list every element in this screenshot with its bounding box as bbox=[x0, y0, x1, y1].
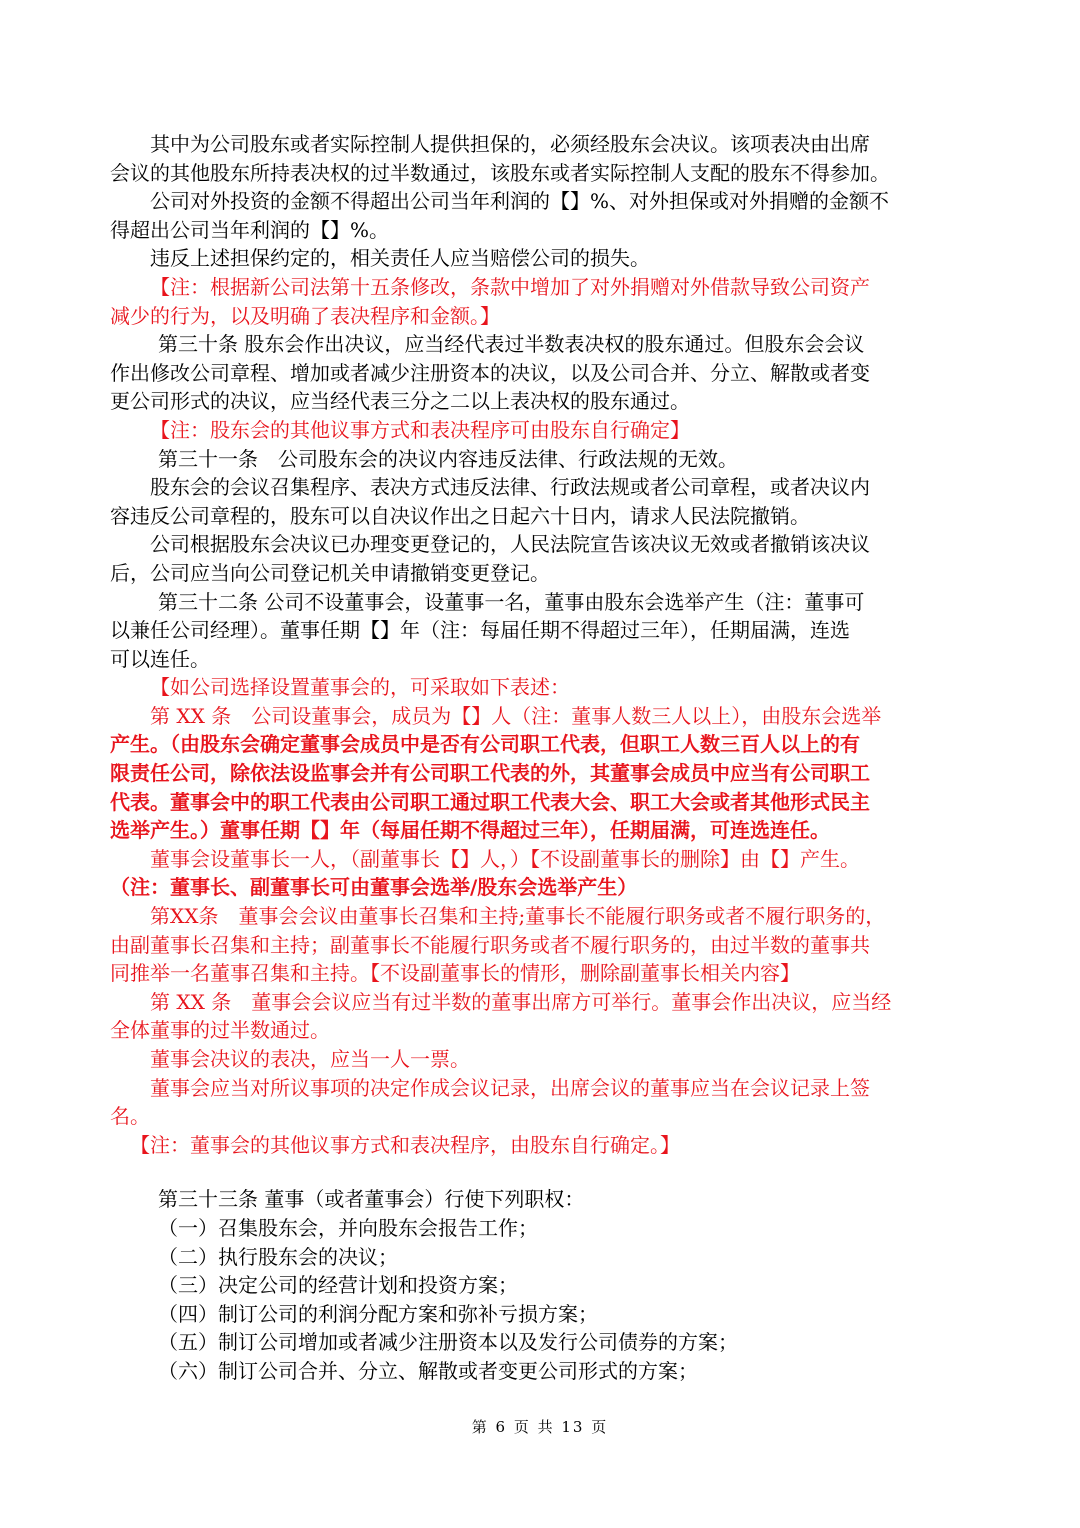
blank-line bbox=[110, 1159, 944, 1185]
page-footer: 第 6 页 共 13 页 bbox=[471, 1418, 609, 1436]
document-line: 代表。董事会中的职工代表由公司职工通过职工代表大会、职工大会或者其他形式民主 bbox=[110, 789, 870, 814]
document-line: 第三十一条 公司股东会的决议内容违反法律、行政法规的无效。 bbox=[158, 446, 738, 471]
document-line: 董事会设董事长一人，（副董事长【】人，）【不设副董事长的删除】由【】产生。 bbox=[150, 846, 860, 871]
document-line: 其中为公司股东或者实际控制人提供担保的，必须经股东会决议。该项表决由出席 bbox=[150, 132, 870, 156]
document-line: 限责任公司，除依法设监事会并有公司职工代表的外，其董事会成员中应当有公司职工 bbox=[110, 761, 870, 786]
document-line: 以兼任公司经理）。董事任期【】年（注：每届任期不得超过三年），任期届满，连选 bbox=[110, 618, 850, 643]
document-line: （四）制订公司的利润分配方案和弥补亏损方案； bbox=[158, 1301, 598, 1326]
document-line: 股东会的会议召集程序、表决方式违反法律、行政法规或者公司章程，或者决议内 bbox=[150, 475, 870, 500]
document-line: 由副董事长召集和主持；副董事长不能履行职务或者不履行职务的，由过半数的董事共 bbox=[110, 932, 870, 957]
document-line: （二）执行股东会的决议； bbox=[158, 1244, 398, 1269]
document-line: 【注：根据新公司法第十五条修改，条款中增加了对外捐赠对外借款导致公司资产 bbox=[150, 274, 870, 299]
document-line: 【注：董事会的其他议事方式和表决程序，由股东自行确定。】 bbox=[130, 1132, 680, 1157]
document-line: 第 XX 条 公司设董事会，成员为【】人（注：董事人数三人以上），由股东会选举 bbox=[150, 703, 882, 728]
document-line: 名。 bbox=[110, 1104, 150, 1129]
document-line: （一）召集股东会，并向股东会报告工作； bbox=[158, 1215, 538, 1240]
document-line: （三）决定公司的经营计划和投资方案； bbox=[158, 1273, 518, 1298]
document-line: 违反上述担保约定的，相关责任人应当赔偿公司的损失。 bbox=[150, 246, 650, 271]
document-line: 第三十二条 公司不设董事会，设董事一名，董事由股东会选举产生（注：董事可 bbox=[158, 589, 865, 614]
document-line: 可以连任。 bbox=[110, 646, 210, 671]
document-line: 会议的其他股东所持表决权的过半数通过，该股东或者实际控制人支配的股东不得参加。 bbox=[110, 160, 890, 185]
document-line: 减少的行为，以及明确了表决程序和金额。】 bbox=[110, 303, 500, 328]
document-line: （注：董事长、副董事长可由董事会选举/股东会选举产生） bbox=[110, 875, 638, 900]
document-line: 后，公司应当向公司登记机关申请撤销变更登记。 bbox=[110, 560, 550, 585]
document-line: 董事会决议的表决，应当一人一票。 bbox=[150, 1047, 470, 1071]
document-line: 选举产生。）董事任期【】年（每届任期不得超过三年），任期届满，可连选连任。 bbox=[110, 818, 830, 843]
document-line: 产生。（由股东会确定董事会成员中是否有公司职工代表，但职工人数三百人以上的有 bbox=[110, 732, 860, 757]
document-line: 同推举一名董事召集和主持。【不设副董事长的情形，删除副董事长相关内容】 bbox=[110, 961, 800, 986]
document-line: 第三十三条 董事（或者董事会）行使下列职权： bbox=[158, 1187, 585, 1212]
document-line: 【注：股东会的其他议事方式和表决程序可由股东自行确定】 bbox=[150, 417, 690, 442]
document-line: 更公司形式的决议，应当经代表三分之二以上表决权的股东通过。 bbox=[110, 389, 690, 414]
document-line: 得超出公司当年利润的【】%。 bbox=[110, 217, 390, 242]
document-line: 【如公司选择设置董事会的，可采取如下表述： bbox=[150, 675, 570, 700]
document-line: 容违反公司章程的，股东可以自决议作出之日起六十日内，请求人民法院撤销。 bbox=[110, 503, 810, 528]
document-line: 公司根据股东会决议已办理变更登记的，人民法院宣告该决议无效或者撤销该决议 bbox=[150, 532, 870, 557]
document-line: 公司对外投资的金额不得超出公司当年利润的【】%、对外担保或对外捐赠的金额不 bbox=[150, 189, 890, 214]
document-line: 董事会应当对所议事项的决定作成会议记录，出席会议的董事应当在会议记录上签 bbox=[150, 1075, 870, 1100]
document-line: （六）制订公司合并、分立、解散或者变更公司形式的方案； bbox=[158, 1358, 698, 1383]
document-line: 第三十条 股东会作出决议，应当经代表过半数表决权的股东通过。但股东会会议 bbox=[158, 332, 865, 357]
document-line: 作出修改公司章程、增加或者减少注册资本的决议，以及公司合并、分立、解散或者变 bbox=[110, 360, 870, 385]
document-line: 全体董事的过半数通过。 bbox=[110, 1018, 330, 1043]
document-line: 第XX条 董事会会议由董事长召集和主持;董事长不能履行职务或者不履行职务的， bbox=[150, 904, 886, 929]
document-body bbox=[110, 130, 944, 1386]
document-line: 第 XX 条 董事会会议应当有过半数的董事出席方可举行。董事会作出决议，应当经 bbox=[150, 989, 892, 1014]
document-line: （五）制订公司增加或者减少注册资本以及发行公司债券的方案； bbox=[158, 1330, 738, 1355]
